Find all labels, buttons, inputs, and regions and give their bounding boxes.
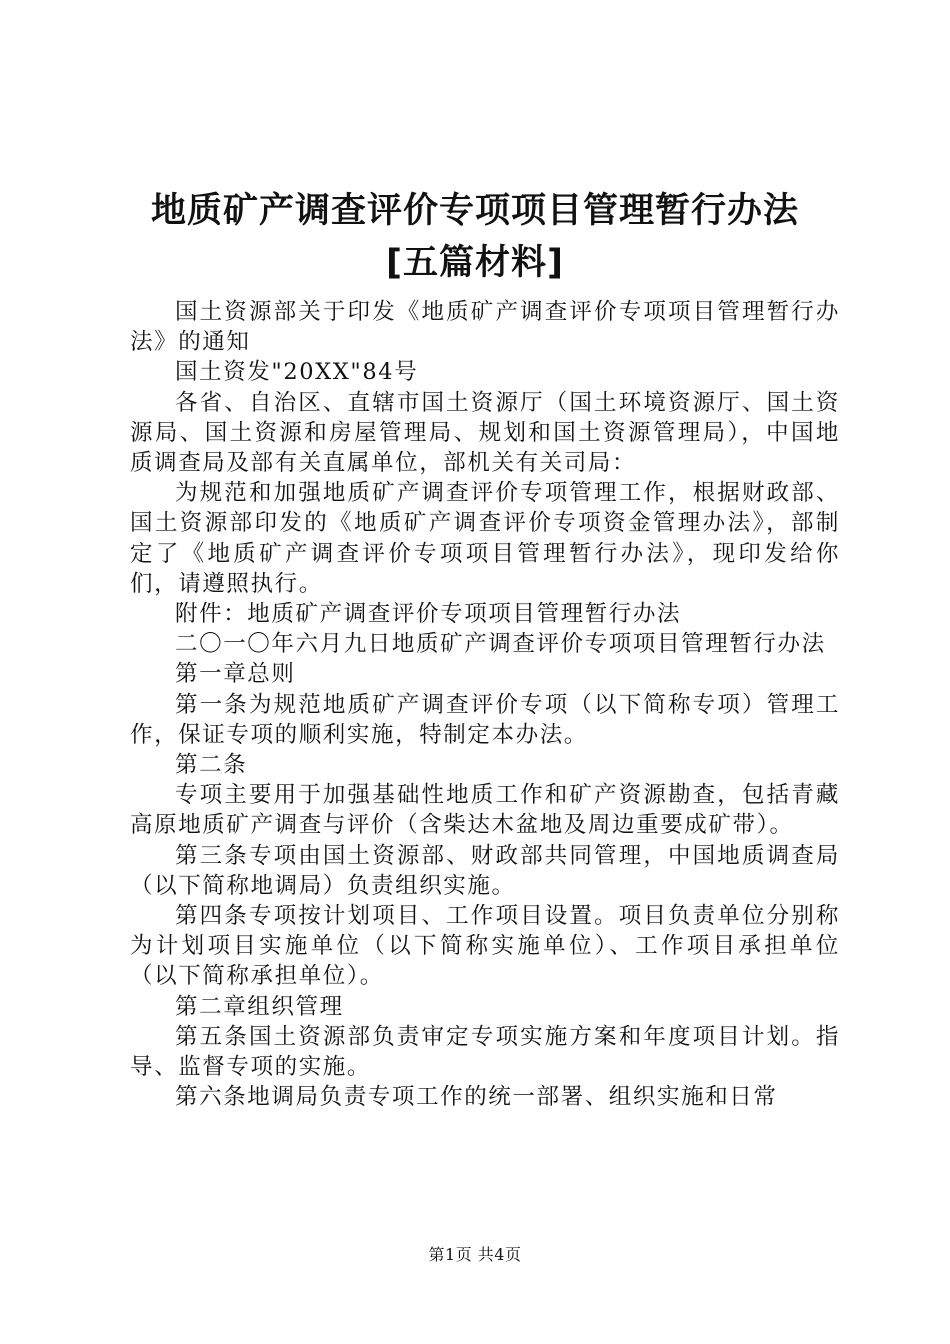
paragraph-attachment: 附件：地质矿产调查评价专项项目管理暂行办法 [175,601,682,628]
paragraph-recipients: 各省、自治区、直辖市国土资源厅（国土环境资源厅、国土资源局、国土资源和房屋管理局、规划和国土资源管理局），中国地质调查局及部有关直属单位，部机关有关司局： [130,389,840,477]
paragraph-document-number: 国土资发"20XX"84号 [175,359,419,386]
paragraph-purpose: 为规范和加强地质矿产调查评价专项管理工作，根据财政部、国土资源部印发的《地质矿产调查评价专项资金管理办法》，部制定了《地质矿产调查评价专项项目管理暂行办法》，现印发给你们，请遵照执行。 [130,480,840,597]
article-3: 第三条专项由国土资源部、财政部共同管理，中国地质调查局（以下简称地调局）负责组织实施。 [130,842,840,899]
article-5: 第五条国土资源部负责审定专项实施方案和年度项目计划。指导、监督专项的实施。 [130,1023,840,1081]
chapter-heading-2: 第二章组织管理 [175,993,344,1020]
chapter-heading-1: 第一章总则 [175,661,296,688]
paragraph-notice-title: 国土资源部关于印发《地质矿产调查评价专项项目管理暂行办法》的通知 [130,299,840,356]
paragraph-date: 二〇一〇年六月九日地质矿产调查评价专项项目管理暂行办法 [175,631,826,658]
document-body [130,297,840,1112]
article-4: 第四条专项按计划项目、工作项目设置。项目负责单位分别称为计划项目实施单位（以下简称实施单位）、工作项目承担单位（以下简称承担单位）。 [130,903,840,990]
article-1: 第一条为规范地质矿产调查评价专项（以下简称专项）管理工作，保证专项的顺利实施，特制定本办法。 [130,691,840,748]
document-title: 地质矿产调查评价专项项目管理暂行办法[五篇材料] [150,191,799,283]
article-2: 专项主要用于加强基础性地质工作和矿产资源勘查，包括青藏高原地质矿产调查与评价（含柴达木盆地及周边重要成矿带）。 [130,782,840,839]
article-6: 第六条地调局负责专项工作的统一部署、组织实施和日常 [175,1084,778,1111]
page-footer: 第1页 共4页 [428,1245,522,1264]
article-2-heading: 第二条 [175,752,248,779]
